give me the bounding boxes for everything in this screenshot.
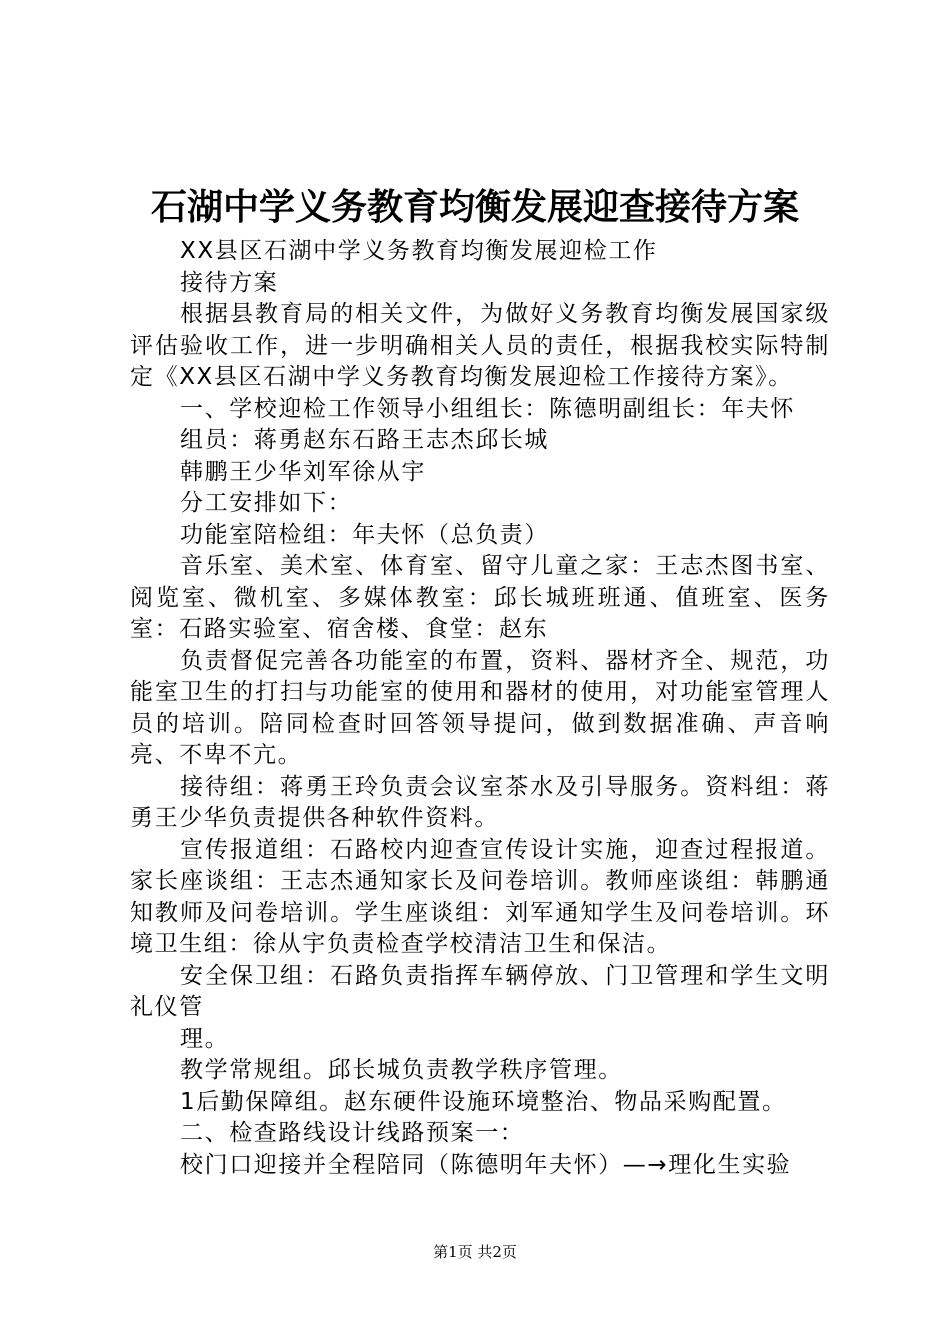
paragraph: 二、检查路线设计线路预案一：	[180, 1120, 525, 1146]
paragraph: 理。	[180, 1025, 230, 1052]
paragraph: 安全保卫组：石路负责指挥车辆停放、门卫管理和学生文明礼仪管	[130, 962, 830, 1020]
paragraph: 根据县教育局的相关文件，为做好义务教育均衡发展国家级评估验收工作，进一步明确相关人员的责任，根据我校实际特制定《XX县区石湖中学义务教育均衡发展迎检工作接待方案》。	[130, 301, 830, 390]
document-title: 石湖中学义务教育均衡发展迎查接待方案	[150, 187, 799, 228]
paragraph: 分工安排如下：	[180, 490, 353, 516]
document-body	[130, 236, 830, 1181]
paragraph: 负责督促完善各功能室的布置，资料、器材齐全、规范，功能室卫生的打扫与功能室的使用和器材的使用，对功能室管理人员的培训。陪同检查时回答领导提问，做到数据准确、声音响亮、不卑不亢。	[130, 647, 830, 768]
paragraph: 接待方案	[180, 269, 279, 296]
paragraph: 音乐室、美术室、体育室、留守儿童之家：王志杰图书室、阅览室、微机室、多媒体教室：邱长城班班通、值班室、医务室：石路实验室、宿舍楼、食堂：赵东	[130, 553, 830, 642]
paragraph: 校门口迎接并全程陪同（陈德明年夫怀）—→理化生实验	[180, 1151, 792, 1178]
paragraph: 一、学校迎检工作领导小组组长：陈德明副组长：年夫怀	[180, 395, 795, 422]
paragraph: 韩鹏王少华刘军徐从宇	[180, 458, 426, 485]
paragraph: XX县区石湖中学义务教育均衡发展迎检工作	[180, 238, 658, 264]
paragraph: 功能室陪检组：年夫怀（总负责）	[180, 521, 549, 548]
page-number-footer: 第1页 共2页	[433, 1243, 517, 1261]
paragraph: 1后勤保障组。赵东硬件设施环境整治、物品采购配置。	[180, 1088, 787, 1115]
paragraph: 教学常规组。邱长城负责教学秩序管理。	[180, 1057, 623, 1083]
paragraph: 宣传报道组：石路校内迎查宣传设计实施，迎查过程报道。家长座谈组：王志杰通知家长及问卷培训。教师座谈组：韩鹏通知教师及问卷培训。学生座谈组：刘军通知学生及问卷培训。环境卫生组：徐从宇负责检查学校清洁卫生和保洁。	[130, 836, 830, 957]
paragraph: 组员：蒋勇赵东石路王志杰邱长城	[180, 427, 549, 453]
paragraph: 接待组：蒋勇王玲负责会议室茶水及引导服务。资料组：蒋勇王少华负责提供各种软件资料。	[130, 773, 830, 831]
